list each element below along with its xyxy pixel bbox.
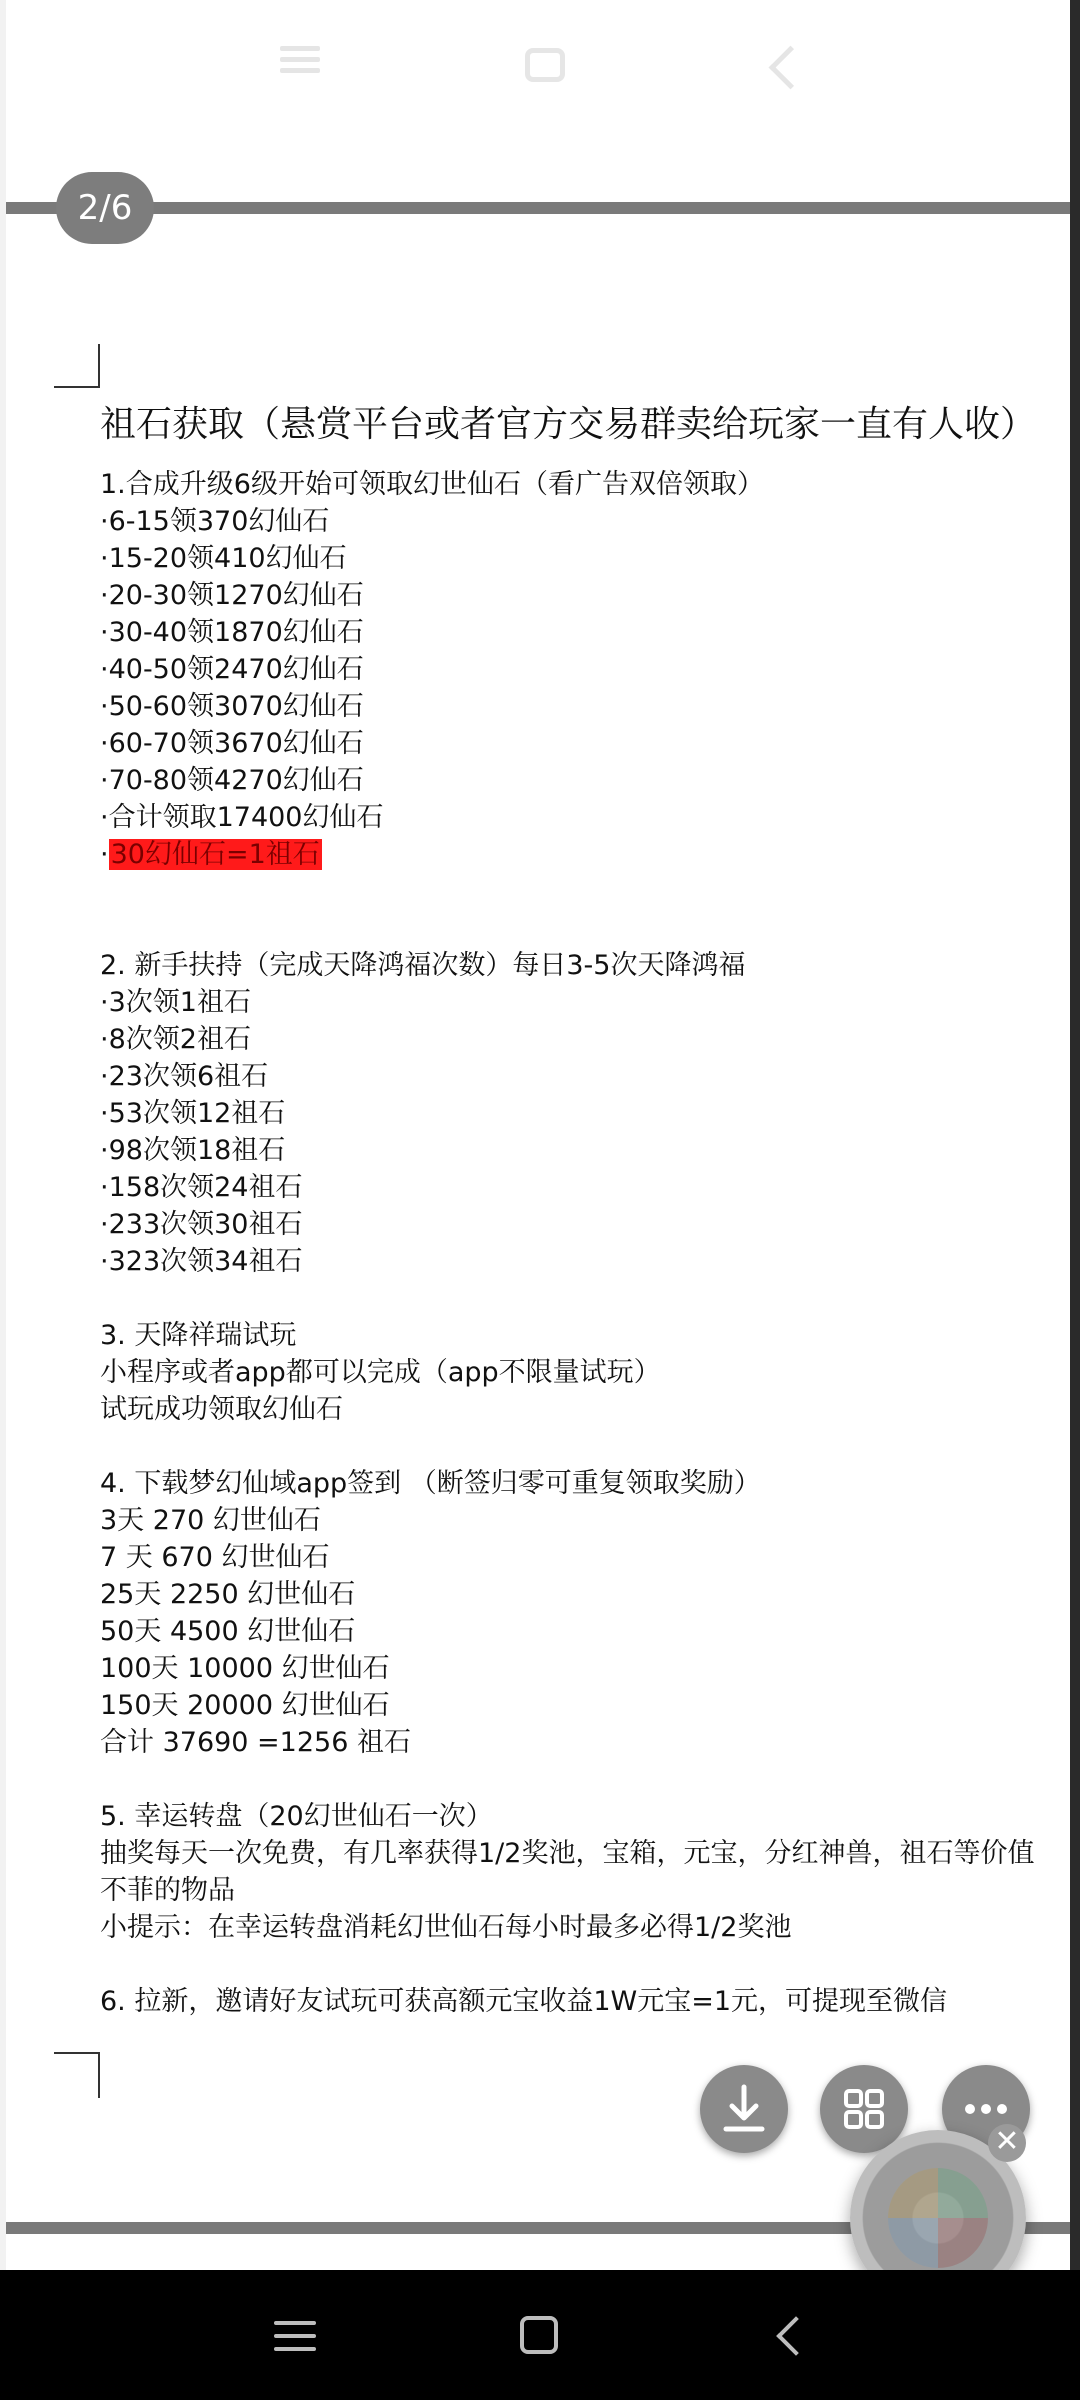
list-item: ·23次领6祖石 [100, 1061, 269, 1092]
list-item: ·3次领1祖石 [100, 987, 251, 1018]
text-line: 试玩成功领取幻仙石 [100, 1394, 343, 1425]
section3-heading: 3. 天降祥瑞试玩 [100, 1320, 297, 1351]
download-icon [700, 2065, 788, 2153]
section6-heading: 6. 拉新，邀请好友试玩可获高额元宝收益1W元宝=1元，可提现至微信 [100, 1986, 948, 2017]
ghost-menu-icon [280, 40, 320, 79]
text-line: 50天 4500 幻世仙石 [100, 1616, 356, 1647]
text-line: 150天 20000 幻世仙石 [100, 1690, 390, 1721]
close-icon[interactable]: ✕ [988, 2124, 1026, 2162]
list-item: ·20-30领1270幻仙石 [100, 580, 364, 611]
highlight-bullet: · [100, 839, 109, 870]
list-item: ·60-70领3670幻仙石 [100, 728, 364, 759]
page-left-edge [0, 0, 6, 2270]
list-item: ·40-50领2470幻仙石 [100, 654, 364, 685]
list-item: ·323次领34祖石 [100, 1246, 303, 1277]
ghost-back-icon [769, 46, 813, 90]
list-item: ·30-40领1870幻仙石 [100, 617, 364, 648]
list-item: ·70-80领4270幻仙石 [100, 765, 364, 796]
section5-heading: 5. 幸运转盘（20幻世仙石一次） [100, 1801, 493, 1832]
highlighted-item [100, 836, 1075, 873]
document-body [100, 400, 1075, 2020]
text-line: 抽奖每天一次免费，有几率获得1/2奖池，宝箱，元宝，分红神兽，祖石等价值 [100, 1838, 1035, 1869]
list-item: ·53次领12祖石 [100, 1098, 286, 1129]
list-item: ·50-60领3070幻仙石 [100, 691, 364, 722]
page-indicator: 2/6 [56, 172, 154, 244]
list-item: ·158次领24祖石 [100, 1172, 303, 1203]
section2-heading: 2. 新手扶持（完成天降鸿福次数）每日3-5次天降鸿福 [100, 950, 746, 981]
section4-heading: 4. 下载梦幻仙域app签到 （断签归零可重复领取奖励） [100, 1468, 761, 1499]
text-line: 小程序或者app都可以完成（app不限量试玩） [100, 1357, 661, 1388]
text-line: 100天 10000 幻世仙石 [100, 1653, 390, 1684]
text-line: 不菲的物品 [100, 1875, 235, 1906]
document-title: 祖石获取（悬赏平台或者官方交易群卖给玩家一直有人收） [100, 404, 1037, 445]
text-line: 合计 37690 =1256 祖石 [100, 1727, 411, 1758]
recent-apps-button[interactable] [274, 2312, 316, 2360]
text-line: 7 天 670 幻世仙石 [100, 1542, 330, 1573]
back-button[interactable] [776, 2316, 816, 2356]
music-disc-icon [888, 2168, 988, 2268]
margin-mark-bottom [54, 2052, 100, 2098]
system-nav-bar [0, 2270, 1080, 2400]
text-line: 3天 270 幻世仙石 [100, 1505, 321, 1536]
highlighted-text: 30幻仙石=1祖石 [110, 839, 320, 870]
list-item: ·233次领30祖石 [100, 1209, 303, 1240]
ghost-home-icon [525, 48, 565, 82]
list-item: ·合计领取17400幻仙石 [100, 802, 384, 833]
ghost-nav-bar [0, 40, 1080, 90]
text-line: 25天 2250 幻世仙石 [100, 1579, 356, 1610]
list-item: ·8次领2祖石 [100, 1024, 251, 1055]
list-item: ·6-15领370幻仙石 [100, 506, 330, 537]
margin-mark-top [54, 344, 100, 388]
section1-heading: 1.合成升级6级开始可领取幻世仙石（看广告双倍领取） [100, 469, 764, 500]
download-button[interactable] [700, 2065, 788, 2153]
tip-line: 小提示：在幸运转盘消耗幻世仙石每小时最多必得1/2奖池 [100, 1912, 792, 1943]
home-button[interactable] [520, 2316, 558, 2354]
list-item: ·15-20领410幻仙石 [100, 543, 347, 574]
page-divider-top [6, 202, 1070, 214]
list-item: ·98次领18祖石 [100, 1135, 286, 1166]
